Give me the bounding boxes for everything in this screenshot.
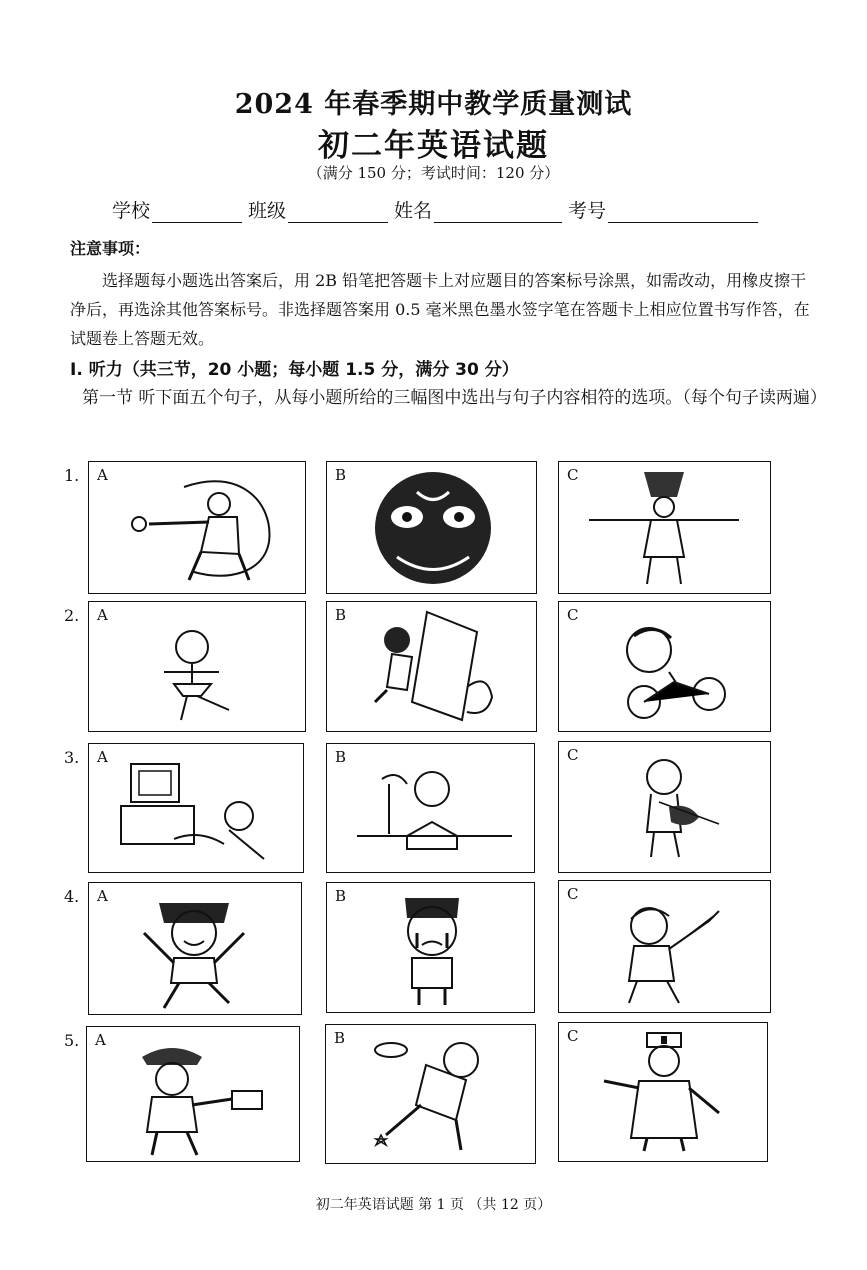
option-letter: A	[95, 1031, 106, 1049]
name-label: 姓名	[394, 200, 433, 222]
q4-option-c[interactable]	[558, 880, 771, 1013]
option-letter: C	[567, 466, 579, 484]
school-field[interactable]	[152, 202, 242, 223]
exam-subject: 初二年英语试题	[318, 128, 549, 164]
option-letter: C	[567, 746, 579, 764]
question-number: 2.	[64, 606, 80, 625]
tv-boy-icon	[89, 744, 305, 874]
class-field[interactable]	[288, 202, 388, 223]
opera-mask-icon	[327, 462, 538, 595]
question-number: 4.	[64, 887, 80, 906]
q3-option-b[interactable]	[326, 743, 535, 873]
notice-heading: 注意事项：	[70, 239, 151, 258]
option-letter: A	[97, 887, 108, 905]
notice-text: 选择题每小题选出答案后，用 2B 铅笔把答题卡上对应题目的答案标号涂黑，如需改动，用橡皮擦干净后，再选涂其他答案标号。非选择题答案用 0.5 毫米黑色墨水签字笔在答题卡上相应位置书写作答，在试题卷上答题无效。	[70, 271, 810, 348]
option-letter: B	[335, 748, 347, 766]
option-letter: B	[335, 887, 347, 905]
reading-boy-icon	[327, 744, 536, 874]
part1-instructions: 第一节 听下面五个句子，从每小题所给的三幅图中选出与句子内容相符的选项。（每个句子读两遍）	[82, 388, 827, 408]
option-letter: C	[567, 1027, 579, 1045]
q5-option-b[interactable]	[325, 1024, 536, 1164]
question-number: 1.	[64, 466, 80, 485]
angry-man-icon	[559, 881, 772, 1014]
option-letter: B	[335, 466, 347, 484]
option-letter: B	[334, 1029, 346, 1047]
q1-option-b[interactable]	[326, 461, 537, 594]
option-letter: A	[97, 606, 108, 624]
q4-option-a[interactable]	[88, 882, 302, 1015]
crying-boy-icon	[327, 883, 536, 1014]
id-label: 考号	[568, 200, 607, 222]
q5-option-c[interactable]	[558, 1022, 768, 1162]
exam-subtitle: （满分 150 分；考试时间：120 分）	[307, 164, 560, 182]
question-number: 3.	[64, 748, 80, 767]
q1-option-c[interactable]	[558, 461, 771, 594]
student-info-row	[112, 196, 764, 223]
dancer-icon	[559, 462, 772, 595]
option-letter: A	[97, 748, 108, 766]
q5-option-a[interactable]	[86, 1026, 300, 1162]
postman-icon	[87, 1027, 301, 1163]
page-footer: 初二年英语试题 第 1 页 （共 12 页）	[315, 1197, 552, 1213]
kungfu-icon	[89, 462, 307, 595]
question-number: 5.	[64, 1031, 80, 1050]
school-label: 学校	[112, 200, 151, 222]
option-letter: C	[567, 885, 579, 903]
class-label: 班级	[248, 200, 287, 222]
painting-girl-icon	[327, 602, 538, 733]
option-letter: B	[335, 606, 347, 624]
q2-option-a[interactable]	[88, 601, 306, 732]
happy-boy-icon	[89, 883, 303, 1016]
option-letter: C	[567, 606, 579, 624]
q1-option-a[interactable]	[88, 461, 306, 594]
listening-section-heading: I. 听力（共三节，20 小题；每小题 1.5 分，满分 30 分）	[70, 360, 519, 380]
q3-option-a[interactable]	[88, 743, 304, 873]
astronaut-icon	[326, 1025, 537, 1165]
q3-option-c[interactable]	[558, 741, 771, 873]
q4-option-b[interactable]	[326, 882, 535, 1013]
q2-option-c[interactable]	[558, 601, 771, 732]
name-field[interactable]	[434, 202, 562, 223]
doctor-icon	[559, 1023, 769, 1163]
option-letter: A	[97, 466, 108, 484]
q2-option-b[interactable]	[326, 601, 537, 732]
violin-girl-icon	[559, 742, 772, 874]
exam-title: 2024 年春季期中教学质量测试	[234, 89, 633, 120]
cycling-girl-icon	[559, 602, 772, 733]
exam-id-field[interactable]	[608, 202, 758, 223]
ballet-girl-icon	[89, 602, 307, 733]
